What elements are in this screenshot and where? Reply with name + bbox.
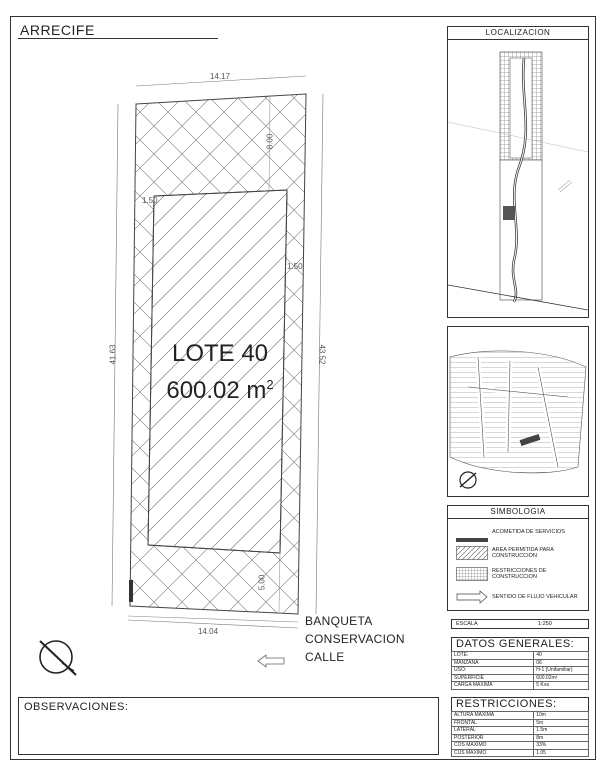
- general-data-table: [451, 651, 589, 690]
- table-row: [452, 667, 589, 675]
- legend-restriction-swatch: [456, 567, 488, 586]
- scale-label: ESCALA: [456, 621, 478, 627]
- location-panel: [447, 26, 589, 318]
- table-key: CARGA MAXIMA: [452, 682, 534, 690]
- dim-bottom-text: 14.04: [198, 627, 219, 636]
- keymap-north-icon: [460, 472, 476, 488]
- location-map: [448, 40, 588, 318]
- table-row: [452, 682, 589, 690]
- street-name-label: CALLE: [305, 650, 345, 664]
- table-value: 1.5m: [534, 727, 589, 735]
- table-value: 1.05: [534, 749, 589, 757]
- general-data-panel: [451, 637, 589, 690]
- table-row: [452, 712, 589, 720]
- table-key: LATERAL: [452, 727, 534, 735]
- legend-item-restriction: RESTRICCIONES DE CONSTRUCCION: [492, 568, 547, 580]
- table-key: MANZANA: [452, 659, 534, 667]
- scale-value: 1:250: [538, 621, 552, 627]
- location-title: LOCALIZACION: [448, 27, 588, 40]
- north-arrow-icon: [40, 641, 76, 675]
- table-value: H-1 (Unifamiliar): [534, 667, 589, 675]
- legend-item-flow: SENTIDO DE FLUJO VEHICULAR: [492, 594, 578, 600]
- dim-top-text: 14.17: [210, 72, 231, 81]
- legend-buildable-swatch: [456, 546, 488, 565]
- table-value: 10m: [534, 712, 589, 720]
- table-value: 33%: [534, 742, 589, 750]
- legend-item-service: ACOMETIDA DE SERVICIOS: [492, 529, 565, 535]
- table-key: USO:: [452, 667, 534, 675]
- table-value: 5 Kva: [534, 682, 589, 690]
- table-key: POSTERIOR: [452, 734, 534, 742]
- dim-setback-right: 1.50: [287, 262, 303, 271]
- restrictions-panel: [451, 697, 589, 757]
- table-row: [452, 719, 589, 727]
- keymap-panel: [447, 326, 589, 497]
- legend-item-buildable: AREA PERMITIDA PARA CONSTRUCCION: [492, 547, 554, 559]
- lot-area: [145, 377, 295, 405]
- dim-left-text: 41.63: [108, 344, 118, 365]
- street-conservation-label: CONSERVACION: [305, 632, 405, 646]
- table-value: 5m: [534, 719, 589, 727]
- table-key: LOTE:: [452, 652, 534, 660]
- table-key: CUS MAXIMO: [452, 749, 534, 757]
- general-data-title: DATOS GENERALES:: [451, 637, 589, 651]
- legend-title: SIMBOLOGIA: [448, 506, 588, 519]
- dim-setback-front: 5.00: [257, 574, 267, 591]
- legend-flow-arrow-icon: [456, 590, 488, 609]
- traffic-arrow-icon: [258, 655, 284, 667]
- street-sidewalk-label: BANQUETA: [305, 614, 373, 628]
- table-key: COS MAXIMO: [452, 742, 534, 750]
- dim-setback-rear: 8.00: [265, 133, 275, 150]
- dim-right-text: 43.52: [317, 344, 327, 365]
- dim-setback-left: 1.50: [142, 196, 158, 205]
- table-value: 06: [534, 659, 589, 667]
- table-key: ALTURA MAXIMA: [452, 712, 534, 720]
- table-value: 8m: [534, 734, 589, 742]
- table-row: [452, 749, 589, 757]
- lot-area-value: 600.02 m: [166, 377, 267, 404]
- scale-box: [451, 619, 589, 629]
- table-row: [452, 727, 589, 735]
- observations-label: OBSERVACIONES:: [24, 701, 129, 713]
- restrictions-table: [451, 711, 589, 757]
- lot-area-unit-sup: 2: [266, 377, 274, 392]
- lot-label: LOTE 40: [171, 340, 269, 367]
- table-key: FRONTAL: [452, 719, 534, 727]
- restrictions-title: RESTRICCIONES:: [451, 697, 589, 711]
- service-connection-mark: [129, 580, 133, 602]
- table-value: 600.02m²: [534, 674, 589, 682]
- table-row: [452, 674, 589, 682]
- table-row: [452, 734, 589, 742]
- legend-panel: [447, 505, 589, 611]
- table-key: SUPERFICIE: [452, 674, 534, 682]
- buildable-area: [148, 190, 287, 553]
- page-title: ARRECIFE: [20, 22, 95, 38]
- table-row: [452, 652, 589, 660]
- table-row: [452, 742, 589, 750]
- table-row: [452, 659, 589, 667]
- table-value: 40: [534, 652, 589, 660]
- observations-box: [18, 697, 439, 755]
- keymap: [448, 327, 588, 496]
